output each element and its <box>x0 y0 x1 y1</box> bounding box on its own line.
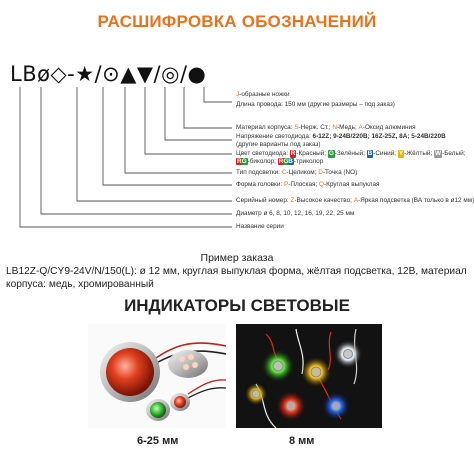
backlight-d-key: D <box>318 169 323 176</box>
color-green-text: -Зелёный; <box>334 150 367 157</box>
leader-line-diameter <box>41 87 232 214</box>
leader-line-material <box>184 87 232 128</box>
series-text: Название серии <box>236 223 284 230</box>
voltage-prefix: Напряжение светодиода: <box>236 133 313 140</box>
product-photo-large-indicators <box>88 324 226 428</box>
head-p-key: P <box>283 181 289 188</box>
legend-material <box>236 124 416 132</box>
code-light-color: ▲ <box>120 62 137 86</box>
color-yellow-chip: Y <box>398 150 404 157</box>
code-separator: / <box>94 62 103 86</box>
legend-diameter <box>236 210 354 218</box>
head-q-text: -Круглая выпуклая <box>324 181 380 188</box>
color-blue-chip: B <box>367 150 373 157</box>
color-tricolor-chip: RGB <box>278 157 293 165</box>
code-separator: / <box>179 62 188 86</box>
backlight-prefix: Тип подсветки: <box>236 169 282 176</box>
caption-large: 6-25 мм <box>137 435 179 447</box>
color-yellow-text: -Жёлтый; <box>404 150 435 157</box>
leader-line-series <box>20 87 232 227</box>
legend-voltage <box>236 133 446 148</box>
wire-text: -образные ножки <box>239 91 290 98</box>
color-blue-text: -Синий; <box>373 150 398 157</box>
order-code <box>10 62 206 86</box>
color-bicolor-chip: RG <box>237 157 247 165</box>
material-a-key: A <box>358 124 363 131</box>
example-title: Пример заказа <box>200 252 274 264</box>
legend-serial <box>236 197 474 205</box>
product-photo-small-indicators <box>236 324 382 428</box>
head-q-key: Q <box>319 181 324 188</box>
legend-head <box>236 181 380 189</box>
color-red-text: -Красный; <box>296 150 328 157</box>
voltage-values: 6-12Z; 9-24В/220В; 16Z-25Z, 8A; 5-24В/220В <box>312 133 446 140</box>
legend-colors <box>236 150 465 165</box>
wire-key: J <box>236 91 240 98</box>
page-title: РАСШИФРОВКА ОБОЗНАЧЕНИЙ <box>97 12 377 31</box>
leader-line-voltage <box>165 87 232 140</box>
serial-z-text: -Высокое качество; <box>294 197 354 204</box>
code-material: ◎ <box>161 62 180 86</box>
legend-backlight <box>236 169 357 177</box>
section-title: ИНДИКАТОРЫ СВЕТОВЫЕ <box>124 296 350 315</box>
code-backlight-type: ⊙ <box>102 62 121 86</box>
code-separator: / <box>153 62 162 86</box>
leader-line-backlight <box>125 87 232 173</box>
small-indicators-illustration <box>236 324 382 428</box>
colors-prefix: Цвет светодиода: <box>236 150 290 157</box>
indicators-illustration <box>88 324 226 428</box>
code-separator: - <box>67 62 76 86</box>
material-prefix: Материал корпуса: <box>236 124 295 131</box>
leader-line-head <box>103 87 232 185</box>
code-diameter: ø <box>37 62 51 86</box>
code-wire: ● <box>187 62 207 86</box>
code-serial: ★ <box>75 62 95 86</box>
leader-line-serial <box>77 87 232 201</box>
material-s-key: S <box>294 124 299 131</box>
serial-prefix: Серийный номер: <box>236 197 291 204</box>
material-n-text: -Медь; <box>337 124 359 131</box>
legend-wire-length <box>236 101 395 109</box>
diameter-text: Диаметр ø 6, 8, 10, 12, 16, 19, 22, 25 мм <box>236 210 355 217</box>
backlight-c-key: C <box>281 169 287 176</box>
example-text: LB12Z-Q/CY9-24V/N/150(L): ø 12 мм, круглая выпуклая форма, жёлтая подсветка, 12В, материал корпуса: медь, хромированный <box>6 266 467 290</box>
color-bicolor-text: -биколор; <box>247 157 278 165</box>
code-voltage: ▼ <box>136 62 154 86</box>
legend-wire-type <box>236 91 290 99</box>
material-a-text: -Оксид алюминия <box>362 124 416 131</box>
wire-length-text: Длина провода: 150 мм (другие размеры – под заказ) <box>236 101 395 108</box>
caption-small: 8 мм <box>289 435 315 447</box>
serial-a-text: -Яркая подсветка (ВА только в ø12 мм) <box>357 197 474 204</box>
color-red-chip: R <box>290 150 296 157</box>
backlight-c-text: -Целиком; <box>286 169 319 176</box>
leader-line-color <box>145 87 232 154</box>
legend-series <box>236 223 284 231</box>
color-tricolor-text: -триколор <box>293 157 324 165</box>
voltage-note: (другие варианты под заказ) <box>236 140 321 148</box>
head-p-text: -Плоская; <box>288 181 320 188</box>
color-white-chip: W <box>435 150 442 157</box>
color-green-chip: G <box>328 150 334 157</box>
code-head-form: ◇ <box>50 62 68 86</box>
backlight-d-text: -Точка (NO) <box>322 169 358 176</box>
serial-z-key: Z <box>290 197 295 204</box>
material-s-text: -Нерж. Ст.; <box>298 124 333 131</box>
code-series: LB <box>10 62 38 86</box>
leader-line-wire <box>204 87 232 102</box>
color-white-text: -Белый; <box>442 150 466 157</box>
serial-a-key: A <box>353 197 358 204</box>
head-prefix: Форма головки: <box>236 181 284 188</box>
material-n-key: N <box>332 124 337 131</box>
